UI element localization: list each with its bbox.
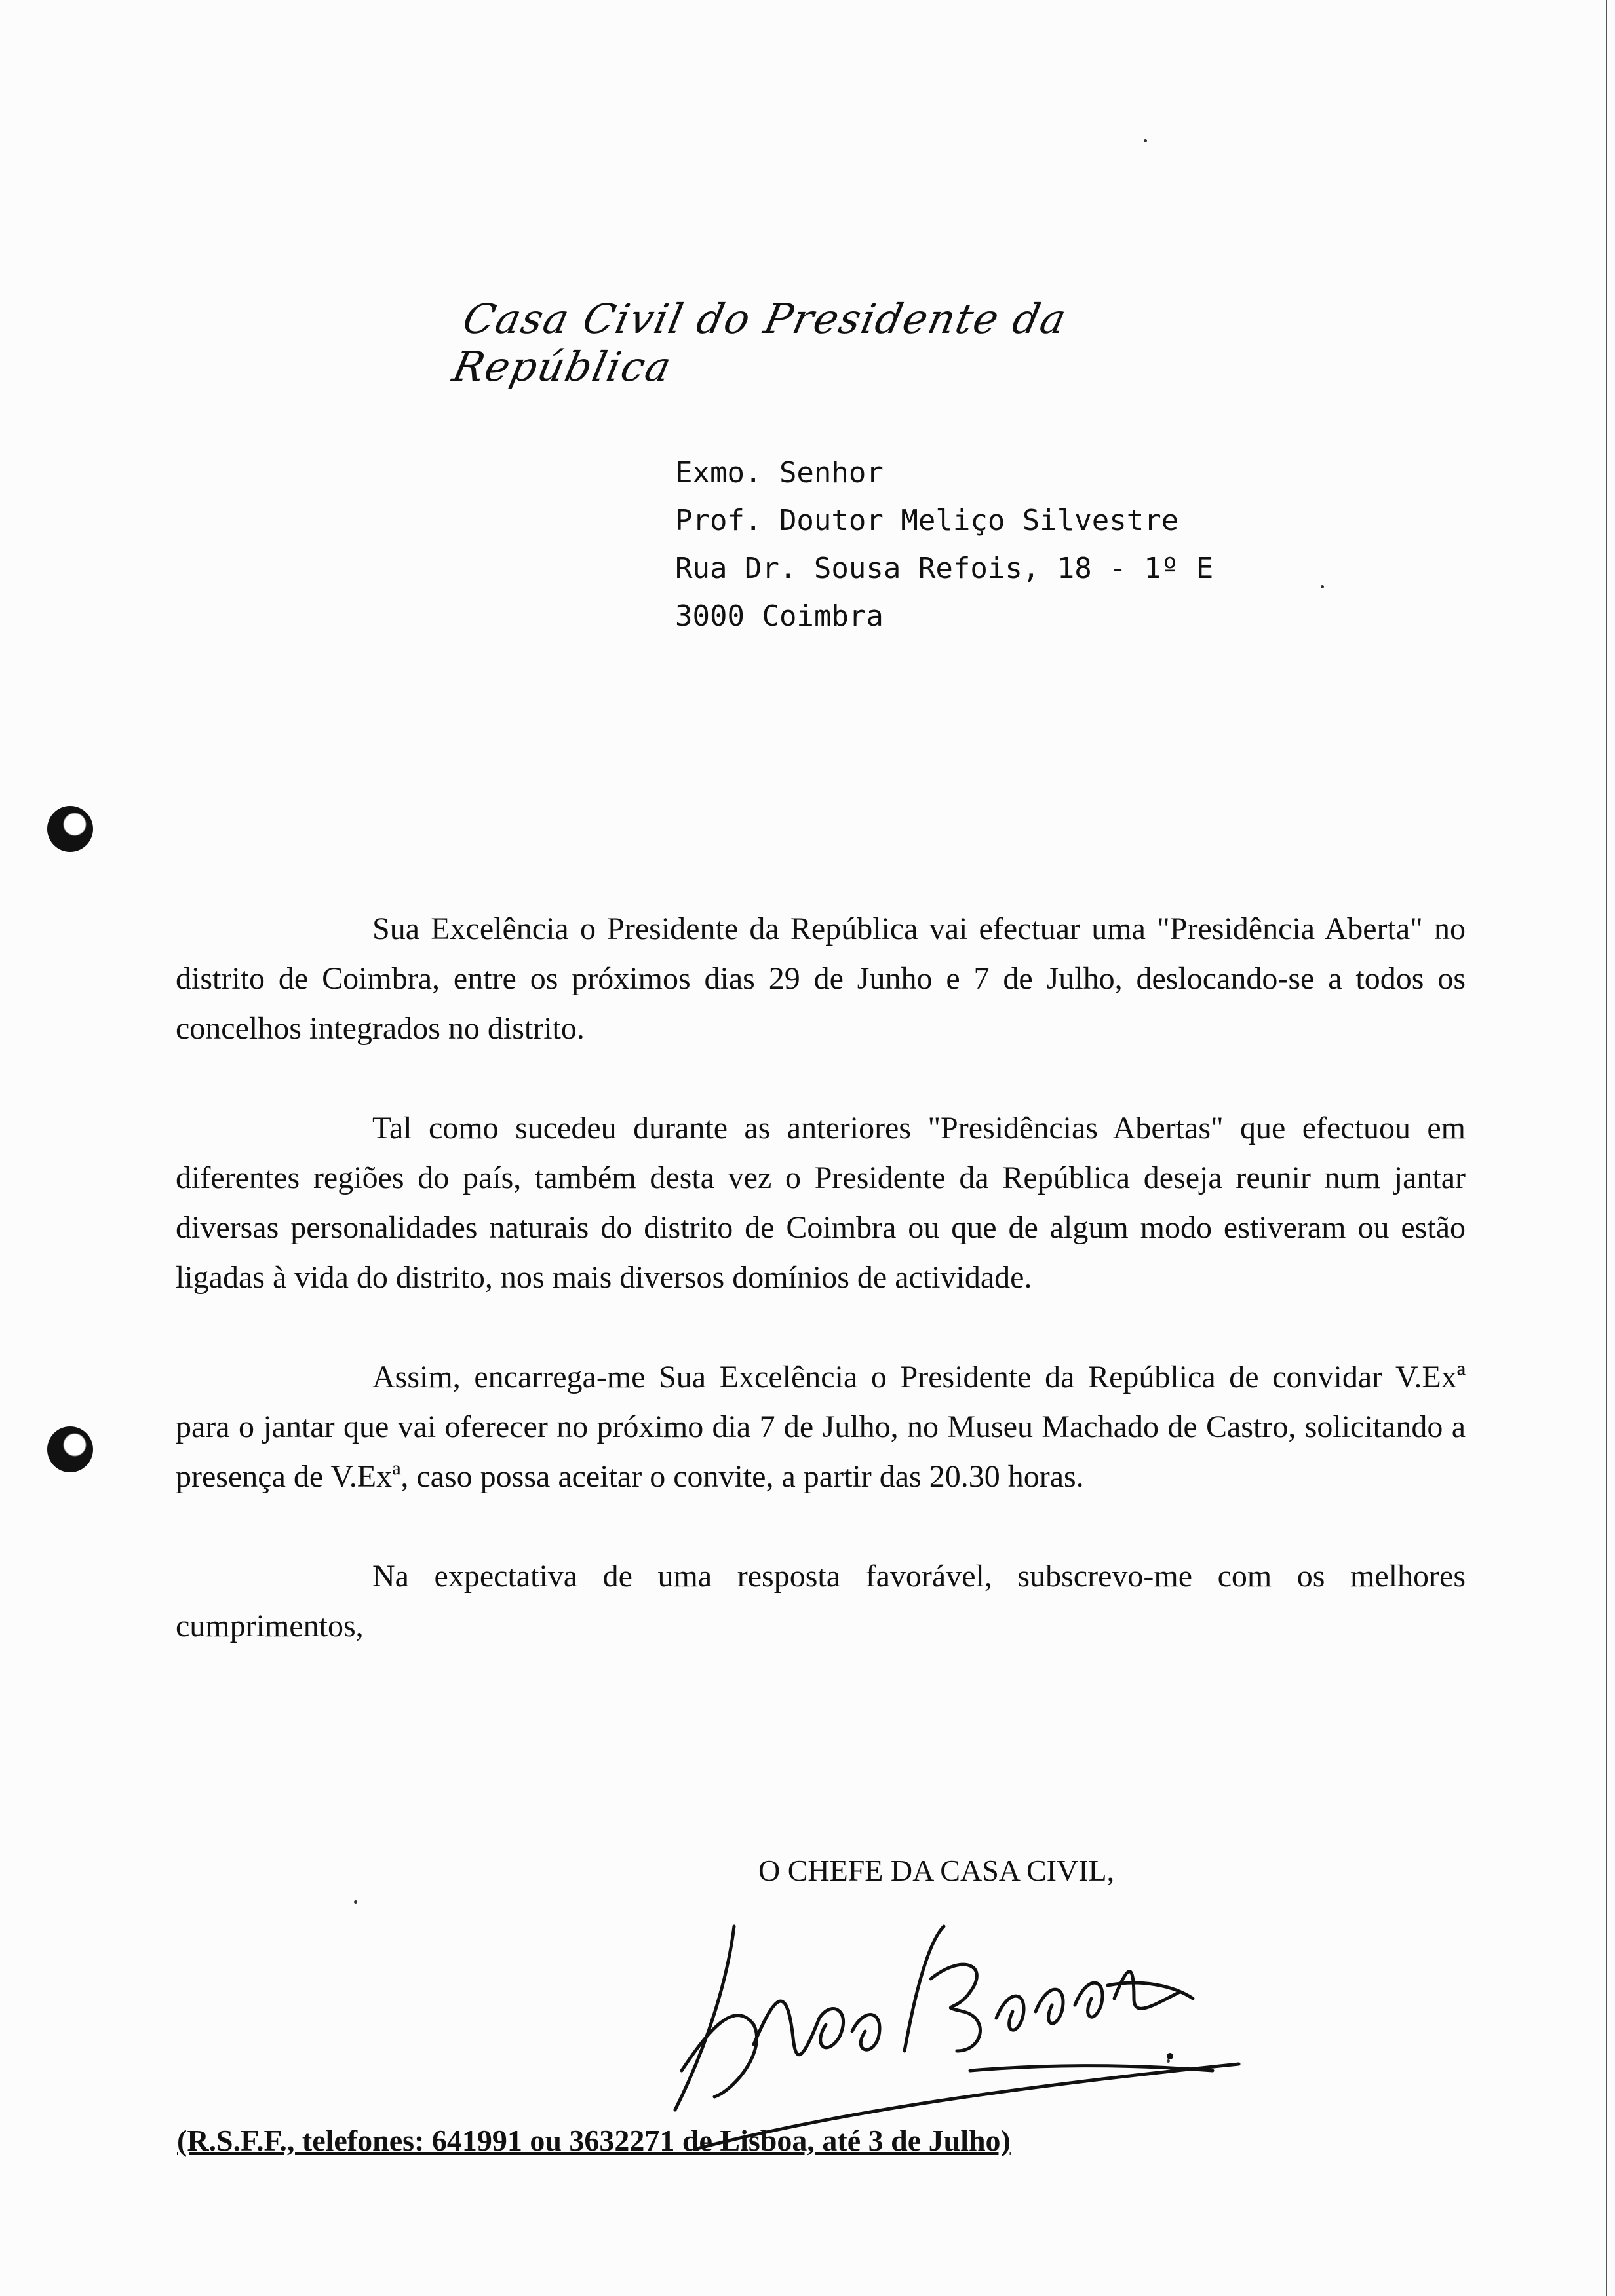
page-edge <box>1606 0 1607 2296</box>
recipient-name: Prof. Doutor Meliço Silvestre <box>675 504 1179 537</box>
recipient-salutation: Exmo. Senhor <box>675 456 884 489</box>
paragraph: Assim, encarrega-me Sua Excelência o Presidente da República de convidar V.Exª para o jantar que vai oferecer no próximo dia 7 de Julho, no Museu Machado de Castro, solicitando a presença de V.Exª, caso possa aceitar o convite, a partir das 20.30 horas. <box>176 1360 1466 1494</box>
punch-hole-bottom <box>47 1426 93 1472</box>
footer-note: (R.S.F.F., telefones: 641991 ou 3632271 de Lisboa, até 3 de Julho) <box>177 2124 1011 2157</box>
recipient-city: 3000 Coimbra <box>675 600 884 633</box>
letterhead: Casa Civil do Presidente da República <box>448 295 1072 391</box>
recipient-address <box>675 449 1213 640</box>
closing-title: O CHEFE DA CASA CIVIL, <box>758 1854 1115 1887</box>
recipient-street: Rua Dr. Sousa Refois, 18 - 1º E <box>675 552 1214 585</box>
scan-speck <box>354 1900 357 1904</box>
scan-speck <box>1144 139 1147 142</box>
scan-speck <box>1321 585 1324 588</box>
letter-body <box>176 904 1466 1701</box>
paragraph: Sua Excelência o Presidente da República vai efectuar uma "Presidência Aberta" no distrito de Coimbra, entre os próximos dias 29 de Junho e 7 de Julho, deslocando-se a todos os concelhos integrados no distrito. <box>176 911 1466 1046</box>
paragraph: Na expectativa de uma resposta favorável, subscrevo-me com os melhores cumprimentos, <box>176 1559 1466 1643</box>
paragraph: Tal como sucedeu durante as anteriores "Presidências Abertas" que efectuou em diferentes regiões do país, também desta vez o Presidente da República deseja reunir num jantar diversas personalidades naturais do distrito de Coimbra ou que de algum modo estiveram ou estão ligadas à vida do distrito, nos mais diversos domínios de actividade. <box>176 1111 1466 1295</box>
punch-hole-top <box>47 806 93 852</box>
